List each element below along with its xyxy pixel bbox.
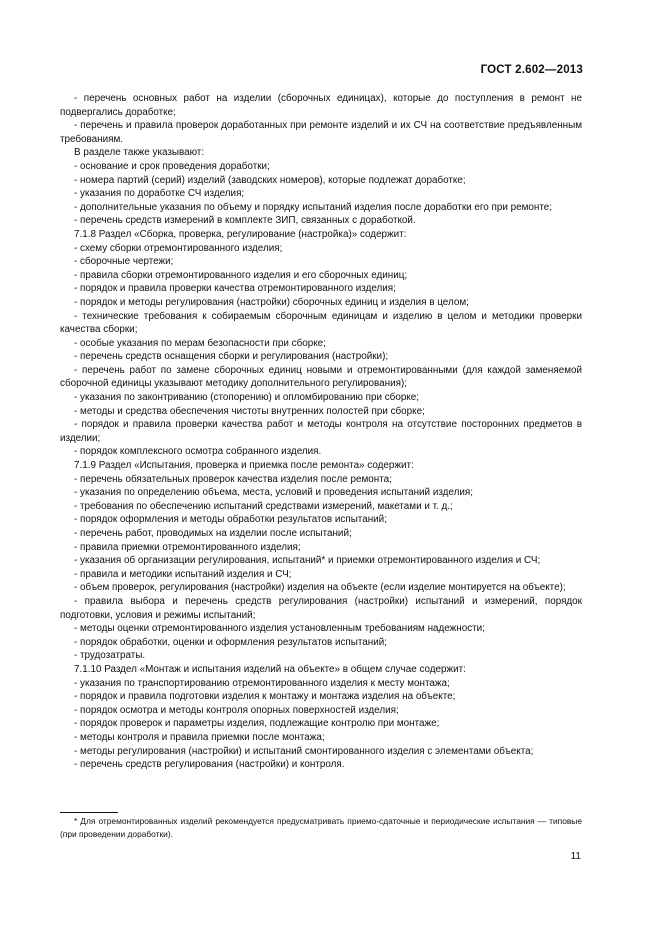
- paragraph: - дополнительные указания по объему и порядку испытаний изделия после доработки его при ремонте;: [74, 201, 552, 213]
- paragraph: - правила сборки отремонтированного изделия и его сборочных единиц;: [74, 269, 408, 281]
- paragraph: - перечень обязательных проверок качества изделия после ремонта;: [74, 473, 392, 485]
- paragraph: - перечень работ, проводимых на изделии после испытаний;: [74, 528, 352, 539]
- paragraph: - перечень и правила проверок доработанных при ремонте изделий и их СЧ на соответствие предъявленным требованиям.: [60, 120, 582, 145]
- section-heading: 7.1.8 Раздел «Сборка, проверка, регулирование (настройка)» содержит:: [74, 228, 407, 240]
- paragraph: - порядок проверок и параметры изделия, подлежащие контролю при монтаже;: [74, 718, 440, 730]
- paragraph: - методы оценки отремонтированного изделия установленным требованиям надежности;: [74, 623, 485, 635]
- paragraph: - порядок и правила подготовки изделия к монтажу и монтажа изделия на объекте;: [74, 691, 456, 703]
- paragraph: - указания об организации регулирования, испытаний* и приемки отремонтированного изделия и СЧ;: [74, 555, 541, 567]
- paragraph: - методы и средства обеспечения чистоты внутренних полостей при сборке;: [74, 405, 425, 417]
- paragraph: - перечень средств измерений в комплекте ЗИП, связанных с доработкой.: [74, 215, 416, 227]
- paragraph: - методы контроля и правила приемки после монтажа;: [74, 731, 325, 743]
- section-heading: 7.1.9 Раздел «Испытания, проверка и приемка после ремонта» содержит:: [74, 460, 414, 472]
- paragraph: - указания по законтриванию (стопорению) и опломбированию при сборке;: [74, 392, 419, 404]
- footnote-divider: [60, 812, 118, 813]
- paragraph: - порядок и правила проверки качества отремонтированного изделия;: [74, 283, 396, 295]
- paragraph: - перечень работ по замене сборочных единиц новыми и отремонтированными (для каждой заменяемой сборочной единицы указывают методику дополнительного регулирования);: [60, 364, 582, 390]
- paragraph: - схему сборки отремонтированного изделия;: [74, 242, 283, 254]
- paragraph: - правила и методики испытаний изделия и СЧ;: [74, 568, 292, 580]
- paragraph: - указания по доработке СЧ изделия;: [74, 188, 245, 200]
- paragraph: - основание и срок проведения доработки;: [74, 160, 270, 172]
- paragraph: - правила выбора и перечень средств регулирования (настройки) испытаний и измерений, порядок подготовки, условия и режимы испытаний;: [60, 595, 582, 621]
- paragraph: - сборочные чертежи;: [74, 256, 174, 268]
- paragraph: В разделе также указывают:: [74, 147, 205, 159]
- paragraph: - особые указания по мерам безопасности при сборке;: [74, 337, 326, 349]
- document-code: ГОСТ 2.602—2013: [480, 64, 583, 76]
- body-text: [60, 92, 582, 772]
- paragraph: - методы регулирования (настройки) и испытаний смонтированного изделия с элементами объекта;: [74, 745, 534, 757]
- paragraph: - перечень основных работ на изделии (сборочных единицах), которые до поступления в ремонт не подвергались доработке;: [60, 93, 582, 118]
- paragraph: - порядок оформления и методы обработки результатов испытаний;: [74, 514, 387, 526]
- paragraph: - требования по обеспечению испытаний средствами измерений, макетами и т. д.;: [74, 500, 453, 512]
- paragraph: - перечень средств оснащения сборки и регулирования (настройки);: [74, 351, 389, 363]
- paragraph: - технические требования к собираемым сборочным единицам и изделию в целом и методики проверки качества сборки;: [60, 310, 582, 336]
- section-heading: 7.1.10 Раздел «Монтаж и испытания изделий на объекте» в общем случае содержит:: [74, 663, 466, 675]
- paragraph: - порядок осмотра и методы контроля опорных поверхностей изделия;: [74, 704, 399, 716]
- paragraph: - порядок комплексного осмотра собранного изделия.: [74, 446, 322, 458]
- footnote: * Для отремонтированных изделий рекомендуется предусматривать приемо-сдаточные и периодические испытания — типовые (при проведении доработки).: [60, 816, 582, 840]
- paragraph: - правила приемки отремонтированного изделия;: [74, 541, 301, 553]
- paragraph: - порядок обработки, оценки и оформления результатов испытаний;: [74, 636, 388, 648]
- paragraph: - порядок и методы регулирования (настройки) сборочных единиц и изделия в целом;: [74, 296, 469, 308]
- paragraph: - трудозатраты.: [74, 650, 146, 662]
- paragraph: - объем проверок, регулирования (настройки) изделия на объекте (если изделие монтируется на объекте);: [74, 582, 566, 594]
- paragraph: - указания по определению объема, места, условий и проведения испытаний изделия;: [74, 487, 473, 499]
- paragraph: - указания по транспортированию отремонтированного изделия к месту монтажа;: [74, 677, 450, 689]
- paragraph: - перечень средств регулирования (настройки) и контроля.: [74, 759, 345, 771]
- page-number: 11: [570, 851, 581, 862]
- paragraph: - порядок и правила проверки качества работ и методы контроля на отсутствие посторонних предметов в изделии;: [60, 419, 582, 444]
- paragraph: - номера партий (серий) изделий (заводских номеров), которые подлежат доработке;: [74, 174, 466, 186]
